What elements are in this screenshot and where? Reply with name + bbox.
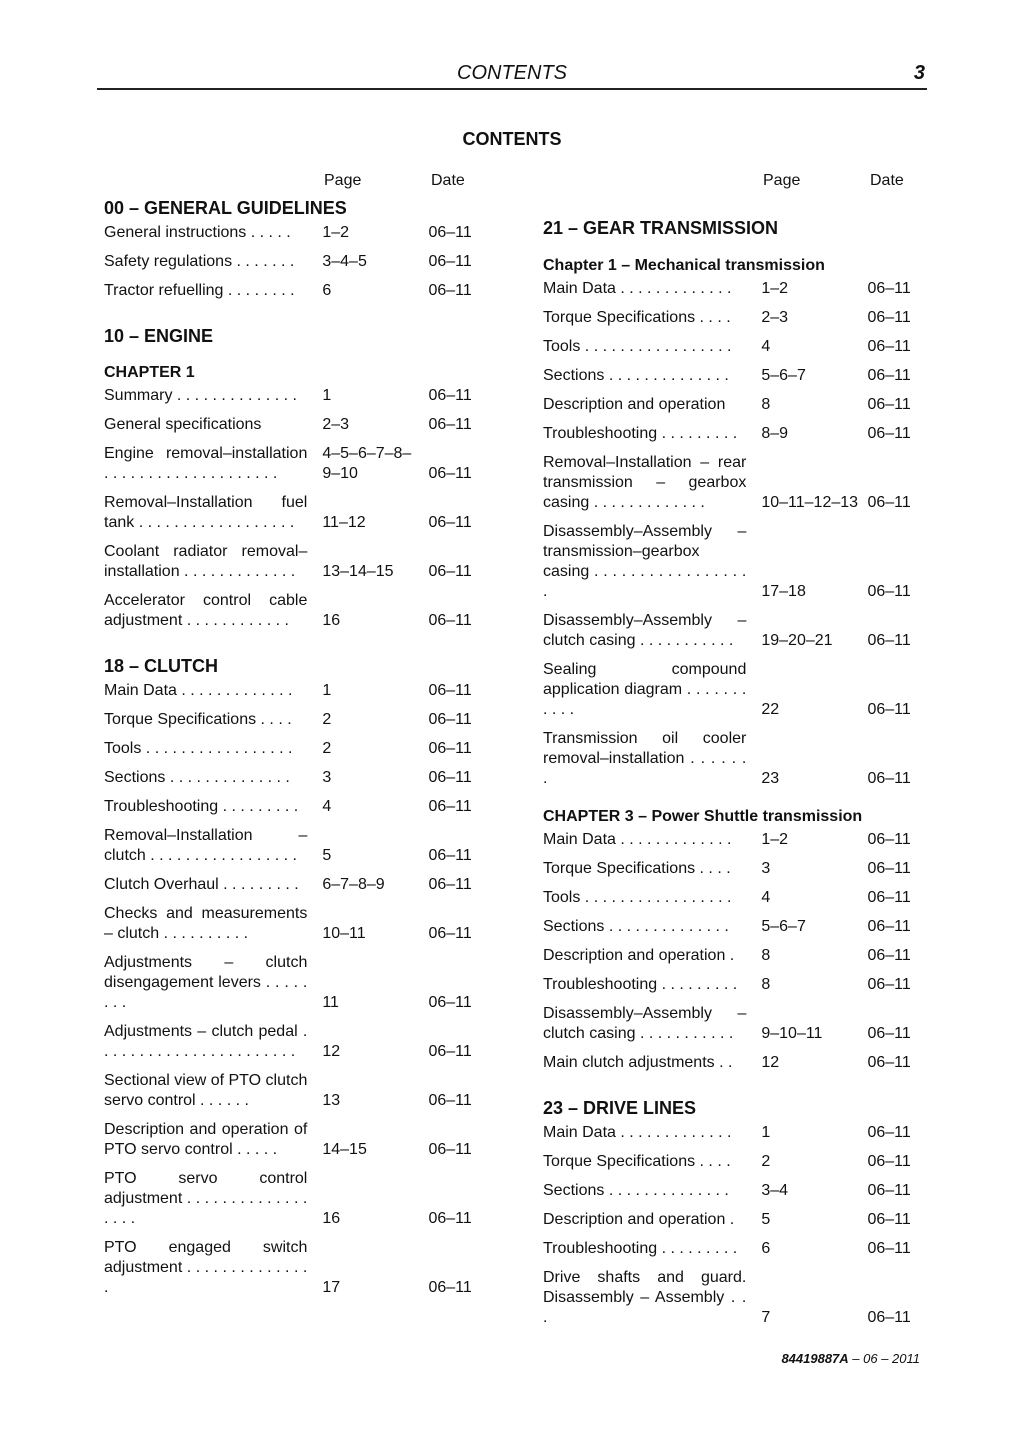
toc-entry (543, 656, 927, 725)
header-page-number: 3 (913, 62, 925, 84)
section-21-chapter-3-rows (543, 826, 927, 1078)
toc-entry (543, 1119, 927, 1148)
entry-title: Torque Specifications . . . . (543, 1153, 731, 1170)
toc-entry (543, 304, 927, 333)
entry-date: 06–11 (867, 918, 911, 935)
toc-entry (104, 949, 488, 1018)
entry-title: Sectional view of PTO clutch servo control . . . . . . (104, 1072, 308, 1109)
header-title: CONTENTS (457, 62, 567, 84)
entry-title: Torque Specifications . . . . (543, 860, 731, 877)
entry-page: 8 (761, 396, 771, 413)
entry-page: 8 (761, 947, 771, 964)
entry-title: Summary . . . . . . . . . . . . . . (104, 387, 297, 404)
entry-page: 1 (322, 682, 332, 699)
entry-date: 06–11 (867, 280, 911, 297)
entry-title: Troubleshooting . . . . . . . . . (543, 1240, 738, 1257)
toc-entry (543, 275, 927, 304)
entry-page: 22 (761, 701, 780, 718)
entry-page: 11 (322, 994, 339, 1011)
entry-page: 5–6–7 (761, 918, 806, 935)
date-column-label: Date (431, 172, 465, 189)
toc-entry (543, 1177, 927, 1206)
toc-entry (543, 826, 927, 855)
entry-page: 12 (322, 1043, 341, 1060)
toc-entry (104, 538, 488, 587)
entry-title: Torque Specifications . . . . (104, 711, 292, 728)
entry-title: Torque Specifications . . . . (543, 309, 731, 326)
entry-title: Tractor refuelling . . . . . . . . (104, 282, 295, 299)
toc-entry (543, 1000, 927, 1049)
entry-title: PTO engaged switch adjustment . . . . . . . . . . . . . . . (104, 1239, 308, 1296)
entry-date: 06–11 (867, 1211, 911, 1228)
entry-page: 4–5–6–7–8–9–10 (322, 445, 412, 482)
entry-title: Disassembly–Assembly – transmission–gearbox casing . . . . . . . . . . . . . . . . . . (543, 523, 747, 600)
entry-title: Main Data . . . . . . . . . . . . . (104, 682, 293, 699)
toc-entry (543, 725, 927, 794)
entry-page: 4 (761, 889, 771, 906)
entry-title: Drive shafts and guard. Disassembly – Assembly . . . (543, 1269, 747, 1326)
section-18-title: 18 – CLUTCH (104, 656, 219, 676)
toc-entry (104, 1234, 488, 1303)
entry-page: 1–2 (761, 831, 789, 848)
entry-title: Disassembly–Assembly – clutch casing . . . . . . . . . . . (543, 612, 747, 649)
entry-date: 06–11 (867, 1124, 911, 1141)
entry-page: 5–6–7 (761, 367, 806, 384)
entry-page: 5 (322, 847, 332, 864)
toc-entry (104, 1165, 488, 1234)
entry-page: 7 (761, 1309, 771, 1326)
right-column-header (543, 168, 927, 198)
toc-entry (104, 248, 488, 277)
entry-date: 06–11 (867, 770, 911, 787)
entry-date: 06–11 (428, 925, 472, 942)
toc-entry (543, 855, 927, 884)
section-10-chapter: CHAPTER 1 (104, 364, 195, 381)
right-column (543, 168, 927, 1333)
entry-page: 6 (761, 1240, 771, 1257)
toc-entry (104, 822, 488, 871)
entry-date: 06–11 (428, 224, 472, 241)
entry-page: 2 (322, 711, 332, 728)
page-title: CONTENTS (462, 129, 562, 149)
page-column-label: Page (324, 172, 362, 189)
toc-entry (104, 764, 488, 793)
entry-date: 06–11 (867, 425, 911, 442)
entry-date: 06–11 (867, 494, 911, 511)
entry-title: Sections . . . . . . . . . . . . . . (543, 1182, 729, 1199)
entry-title: Removal–Installation – rear transmission – gearbox casing . . . . . . . . . . . . . (543, 454, 747, 511)
entry-title: Sealing compound application diagram . . . . . . . . . . . (543, 661, 747, 718)
toc-entry (104, 735, 488, 764)
entry-date: 06–11 (428, 253, 472, 270)
entry-page: 3 (322, 769, 332, 786)
toc-entry (543, 420, 927, 449)
entry-page: 10–11 (322, 925, 366, 942)
toc-entry (104, 382, 488, 411)
running-header (97, 60, 927, 90)
toc-entry (543, 884, 927, 913)
entry-date: 06–11 (428, 416, 472, 433)
entry-date: 06–11 (428, 282, 472, 299)
entry-date: 06–11 (428, 1279, 472, 1296)
entry-date: 06–11 (867, 1240, 911, 1257)
entry-title: Coolant radiator removal–installation . . . . . . . . . . . . . (104, 543, 308, 580)
entry-date: 06–11 (428, 514, 472, 531)
toc-entry (543, 1235, 927, 1264)
toc-entry (543, 333, 927, 362)
entry-page: 9–10–11 (761, 1025, 823, 1042)
footer (781, 1351, 920, 1366)
entry-page: 12 (761, 1054, 780, 1071)
entry-page: 13–14–15 (322, 563, 394, 580)
entry-title: Tools . . . . . . . . . . . . . . . . . (104, 740, 293, 757)
entry-date: 06–11 (428, 1043, 472, 1060)
entry-page: 11–12 (322, 514, 366, 531)
toc-entry (104, 677, 488, 706)
toc-entry (543, 449, 927, 518)
entry-title: Transmission oil cooler removal–installation . . . . . . . (543, 730, 747, 787)
entry-title: Adjustments – clutch pedal . . . . . . . . . . . . . . . . . . . . . . . (104, 1023, 308, 1060)
toc-entry (104, 1067, 488, 1116)
entry-date: 06–11 (867, 976, 911, 993)
entry-title: Main Data . . . . . . . . . . . . . (543, 1124, 732, 1141)
entry-title: Removal–Installation fuel tank . . . . . . . . . . . . . . . . . . (104, 494, 308, 531)
entry-page: 1 (322, 387, 332, 404)
section-00-rows (104, 219, 488, 306)
entry-title: Tools . . . . . . . . . . . . . . . . . (543, 338, 732, 355)
document-date: – 06 – 2011 (848, 1351, 920, 1366)
entry-date: 06–11 (428, 740, 472, 757)
toc-entry (543, 607, 927, 656)
entry-date: 06–11 (428, 612, 472, 629)
entry-page: 2–3 (322, 416, 350, 433)
entry-page: 14–15 (322, 1141, 367, 1158)
entry-date: 06–11 (428, 387, 472, 404)
toc-entry (543, 971, 927, 1000)
entry-title: Main clutch adjustments . . (543, 1054, 733, 1071)
entry-date: 06–11 (428, 847, 472, 864)
section-18-rows (104, 677, 488, 1303)
entry-page: 3–4–5 (322, 253, 367, 270)
entry-date: 06–11 (428, 465, 472, 482)
section-00-title: 00 – GENERAL GUIDELINES (104, 198, 347, 218)
entry-title: Troubleshooting . . . . . . . . . (104, 798, 299, 815)
entry-title: Clutch Overhaul . . . . . . . . . (104, 876, 299, 893)
entry-date: 06–11 (867, 338, 911, 355)
entry-date: 06–11 (867, 396, 911, 413)
toc-entry (543, 913, 927, 942)
entry-page: 16 (322, 612, 341, 629)
entry-title: Removal–Installation – clutch . . . . . . . . . . . . . . . . . (104, 827, 308, 864)
entry-page: 1–2 (761, 280, 789, 297)
left-column (104, 168, 488, 1303)
entry-page: 1 (761, 1124, 771, 1141)
entry-date: 06–11 (428, 1141, 472, 1158)
entry-date: 06–11 (867, 860, 911, 877)
section-21-chapter-1-rows (543, 275, 927, 794)
section-23-title: 23 – DRIVE LINES (543, 1098, 697, 1118)
entry-title: Main Data . . . . . . . . . . . . . (543, 831, 732, 848)
entry-title: Sections . . . . . . . . . . . . . . (543, 367, 729, 384)
entry-date: 06–11 (428, 563, 472, 580)
entry-title: Engine removal–installation . . . . . . . . . . . . . . . . . . . . (104, 445, 308, 482)
entry-page: 4 (322, 798, 332, 815)
entry-date: 06–11 (428, 711, 472, 728)
toc-entry (104, 900, 488, 949)
section-10-rows (104, 382, 488, 636)
section-23-rows (543, 1119, 927, 1333)
toc-entry (543, 518, 927, 607)
entry-page: 10–11–12–13 (761, 494, 859, 511)
section-10-title: 10 – ENGINE (104, 326, 214, 346)
entry-title: Description and operation (543, 396, 726, 413)
entry-page: 17 (322, 1279, 341, 1296)
entry-page: 2–3 (761, 309, 789, 326)
entry-date: 06–11 (867, 1025, 911, 1042)
page-column-label: Page (763, 172, 801, 189)
entry-date: 06–11 (867, 947, 911, 964)
entry-page: 5 (761, 1211, 771, 1228)
entry-page: 8 (761, 976, 771, 993)
section-21-chapter-1: Chapter 1 – Mechanical transmission (543, 257, 825, 274)
entry-page: 4 (761, 338, 771, 355)
entry-date: 06–11 (867, 1309, 911, 1326)
entry-title: General instructions . . . . . (104, 224, 291, 241)
entry-title: PTO servo control adjustment . . . . . . . . . . . . . . . . . . (104, 1170, 308, 1227)
toc-entry (104, 587, 488, 636)
toc-entry (104, 489, 488, 538)
entry-date: 06–11 (428, 682, 472, 699)
entry-date: 06–11 (867, 309, 911, 326)
toc-entry (104, 411, 488, 440)
entry-date: 06–11 (867, 889, 911, 906)
entry-page: 19–20–21 (761, 632, 833, 649)
entry-date: 06–11 (867, 632, 911, 649)
toc-entry (104, 1116, 488, 1165)
toc-entry (104, 871, 488, 900)
entry-date: 06–11 (867, 583, 911, 600)
entry-page: 6–7–8–9 (322, 876, 385, 893)
entry-title: Adjustments – clutch disengagement levers . . . . . . . . (104, 954, 308, 1011)
entry-date: 06–11 (428, 1092, 472, 1109)
entry-title: Safety regulations . . . . . . . (104, 253, 295, 270)
toc-entry (543, 942, 927, 971)
entry-date: 06–11 (428, 1210, 472, 1227)
toc-entry (104, 440, 488, 489)
toc-entry (543, 1148, 927, 1177)
entry-page: 16 (322, 1210, 341, 1227)
section-21-title: 21 – GEAR TRANSMISSION (543, 218, 779, 238)
left-column-header (104, 168, 488, 198)
entry-title: Disassembly–Assembly – clutch casing . . . . . . . . . . . (543, 1005, 747, 1042)
entry-title: Sections . . . . . . . . . . . . . . (104, 769, 290, 786)
entry-page: 23 (761, 770, 780, 787)
entry-title: Troubleshooting . . . . . . . . . (543, 976, 738, 993)
entry-title: Main Data . . . . . . . . . . . . . (543, 280, 732, 297)
entry-page: 2 (761, 1153, 771, 1170)
toc-entry (543, 1049, 927, 1078)
entry-date: 06–11 (428, 876, 472, 893)
entry-page: 6 (322, 282, 332, 299)
entry-date: 06–11 (867, 367, 911, 384)
entry-date: 06–11 (867, 1153, 911, 1170)
entry-date: 06–11 (428, 994, 472, 1011)
entry-page: 8–9 (761, 425, 789, 442)
toc-entry (104, 277, 488, 306)
toc-entry (543, 362, 927, 391)
entry-title: Checks and measurements – clutch . . . . . . . . . . (104, 905, 308, 942)
document-code: 84419887A (781, 1351, 849, 1366)
entry-page: 1–2 (322, 224, 350, 241)
toc-entry (104, 793, 488, 822)
entry-title: Description and operation of PTO servo control . . . . . (104, 1121, 308, 1158)
toc-entry (543, 1206, 927, 1235)
toc-entry (543, 391, 927, 420)
entry-date: 06–11 (867, 1182, 911, 1199)
entry-date: 06–11 (867, 701, 911, 718)
entry-page: 2 (322, 740, 332, 757)
entry-page: 3–4 (761, 1182, 789, 1199)
entry-title: Troubleshooting . . . . . . . . . (543, 425, 738, 442)
toc-entry (104, 706, 488, 735)
entry-date: 06–11 (428, 769, 472, 786)
entry-date: 06–11 (867, 831, 911, 848)
entry-title: Description and operation . (543, 947, 735, 964)
entry-date: 06–11 (428, 798, 472, 815)
entry-page: 17–18 (761, 583, 806, 600)
toc-entry (104, 1018, 488, 1067)
entry-page: 13 (322, 1092, 341, 1109)
section-21-chapter-3: CHAPTER 3 – Power Shuttle transmission (543, 808, 863, 825)
entry-title: Description and operation . (543, 1211, 735, 1228)
entry-date: 06–11 (867, 1054, 911, 1071)
toc-entry (543, 1264, 927, 1333)
date-column-label: Date (870, 172, 904, 189)
entry-title: Tools . . . . . . . . . . . . . . . . . (543, 889, 732, 906)
entry-title: Sections . . . . . . . . . . . . . . (543, 918, 729, 935)
entry-title: Accelerator control cable adjustment . . . . . . . . . . . . (104, 592, 308, 629)
toc-entry (104, 219, 488, 248)
entry-title: General specifications (104, 416, 262, 433)
entry-page: 3 (761, 860, 771, 877)
